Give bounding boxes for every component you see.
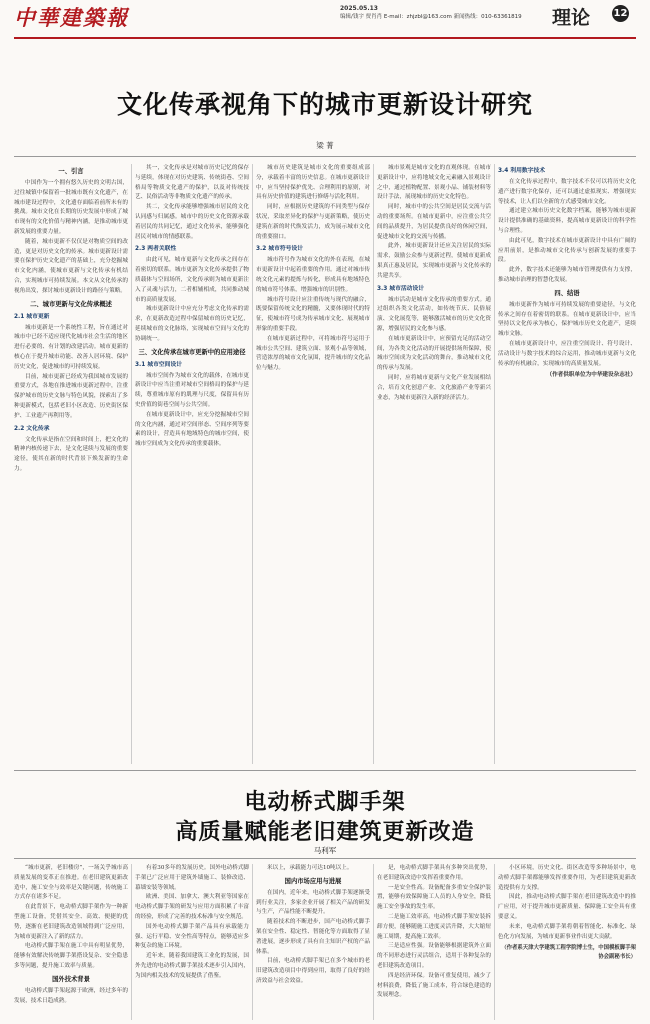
article1-column-5 [498, 164, 636, 764]
author-affiliation: （作者系天津大学建筑工程学院博士生，中国模板脚手架协会副秘书长） [501, 945, 636, 961]
paragraph: 未来，电动桥式脚手架将朝着智能化、标准化、绿色化方向发展，为城市更新事业作出更大贡献。 [498, 923, 636, 940]
article2-title-line2: 高质量赋能老旧建筑更新改造 [175, 820, 475, 845]
heading-conclusion: 四、结语 [554, 289, 580, 297]
paragraph: 二是施工效率高。电动桥式脚手架安装拆卸方便，能够随施工进度灵活升降，大大缩短施工周期，提高施工效率。 [377, 913, 491, 940]
heading-3-4: 3.4 利用数字技术 [498, 168, 546, 174]
paragraph: 米以上，承载能力可达10吨以上。 [267, 865, 353, 871]
paragraph: 城市符号设计应注重传统与现代的融合，既要保留传统文化的精髓，又要体现时代的特征，使城市符号成为传承城市文化、展现城市形象的重要手段。 [256, 296, 370, 332]
paragraph: 随着，城市更新不仅仅是对物质空间的改造，更是对历史文化的传承。城市更新设计需要在保护历史文化遗产的基础上，充分挖掘城市文化内涵，使城市更新与文化传承有机结合，实现城市可持续发展。本文从文化传承的视角出发，探讨城市更新设计的路径与策略。 [14, 238, 128, 294]
paragraph: 有着30多年的发展历史。国外电动桥式脚手架已广泛应用于建筑外墙施工、装修改造、幕墙安装等领域。 [135, 865, 249, 891]
article2-title-line1: 电动桥式脚手架 [244, 790, 406, 815]
newspaper-logo: 中華建築報 [14, 5, 129, 30]
heading-domestic-market: 国内市场应用与进展 [284, 877, 342, 885]
paragraph: 中国作为一个拥有悠久历史的文明古国，过往城镇中保留着一批城市既有文化遗产，在城市建设过程中，文化遗存面临着前所未有的挑战。城市文化在长期的历史发展中形成了城市现有的文化价值与精神内涵，是推动城市更新发展的重要力量。 [14, 180, 128, 235]
paragraph: 其二，文化传承能够增强城市居民的文化认同感与归属感。城市中的历史文化资源承载着居民的共同记忆，通过文化传承，能够强化居民对城市的情感联系。 [135, 204, 249, 240]
author-affiliation: （作者供职单位为中华建设杂志社） [546, 372, 636, 379]
paragraph: 小区环境，历史文化、街区改造等多种场景中，电动桥式脚手架都能够发挥重要作用，为老旧建筑更新改造提供有力支撑。 [498, 865, 636, 891]
article1-column-2 [135, 164, 249, 764]
heading-2-3: 2.3 两者关联性 [135, 246, 177, 253]
masthead [0, 0, 650, 50]
paragraph: 城市活动是城市文化传承的重要方式。通过组织各类文化活动，如传统节庆、民俗展演、文化展览等，能够激活城市的历史文化资源，增强居民的文化参与感。 [377, 296, 491, 332]
column-divider [494, 164, 495, 764]
issue-meta [340, 5, 522, 21]
editor-contact: 编辑/钱宇 贾肖肖 E-mail：zhjzbl@163.com 新闻热线：010-63361819 [340, 14, 522, 20]
page-number-badge: 12 [612, 5, 629, 22]
paragraph: 在城市更新过程中，可将城市符号运用于城市公共空间、建筑立面、景观小品等领域，营造浓厚的城市文化氛围，提升城市的文化品位与魅力。 [256, 335, 370, 372]
article2-author: 马利军 [313, 846, 337, 855]
article2-column-1 [14, 864, 128, 1020]
article2-column-3 [256, 864, 370, 1020]
paragraph: 随着技术的不断进步，国产电动桥式脚手架在安全性、稳定性、智能化等方面取得了显著进展，逐步形成了具有自主知识产权的产品体系。 [256, 919, 370, 955]
paragraph: 其一，文化传承是对城市历史记忆的保存与延续，体现在对历史建筑、传统街巷、空间格局等物质文化遗产的保护，以及对传统技艺、民俗活动等非物质文化遗产的传承。 [135, 165, 249, 201]
heading-3-3: 3.3 城市活动设计 [377, 285, 425, 292]
paragraph: 城市空间作为城市文化的载体，在城市更新设计中应当注重对城市空间格局的保护与延续，尊重城市原有的肌理与尺度，保留具有历史价值的街巷空间与公共空间。 [135, 372, 249, 408]
article2-top-divider [14, 858, 636, 859]
paragraph: 目前，城市更新已经成为我国城市发展的重要方式，各地在推进城市更新过程中，注重保护城市的历史文脉与特色风貌，探索出了多种更新模式，包括老旧小区改造、历史街区保护、工业遗产再利用等。 [14, 373, 128, 419]
paragraph: 城市符号作为城市文化的外在表现，在城市更新设计中起着重要的作用。通过对城市传统文化元素的提炼与转化，形成具有地域特色的城市符号体系，增强城市的识别性。 [256, 257, 370, 293]
paragraph: 是，电动桥式脚手架具有多种突出优势，在老旧建筑改造中发挥着重要作用。 [377, 865, 491, 881]
article2-column-2 [135, 864, 249, 1020]
column-divider [131, 164, 132, 764]
paragraph: 城市更新是一个系统性工程，旨在通过对城市中已经不适应现代化城市社会生活的地区进行必要的、有计划的改建活动。城市更新的核心在于提升城市功能、改善人居环境、保护历史文化，促进城市的可持续发展。 [14, 324, 128, 370]
article1-column-1 [14, 164, 128, 764]
paragraph: 三是适应性强。设备能够根据建筑外立面的不同形态进行灵活组合，适用于各种复杂的老旧建筑改造项目。 [377, 943, 491, 969]
heading-foreign-background: 国外技术背景 [52, 975, 90, 983]
paragraph: 在城市更新设计中，应注重空间设计、符号设计、活动设计与数字技术的综合运用，推动城市更新与文化传承的有机融合，实现城市的高质量发展。 [498, 340, 636, 367]
paragraph: 近年来，随着我国建筑工业化的发展，国外先进的电动桥式脚手架技术逐步引入国内，为国内相关技术的发展提供了借鉴。 [135, 953, 249, 979]
paragraph: 电动桥式脚手架在施工中具有明显优势，能够有效解决传统脚手架搭设复杂、安全隐患多等问题，提升施工效率与质量。 [14, 943, 128, 969]
paragraph: “城市更新，老旧楼房”，一场关乎城市高质量发展的变革正在推进。在老旧建筑更新改造中，施工安全与效率是关键问题，传统施工方式存在诸多不足。 [14, 865, 128, 901]
paragraph: 国外电动桥式脚手架产品具有承载能力强、运行平稳、安全性高等特点，能够适应多种复杂的施工环境。 [135, 923, 249, 950]
paragraph: 电动桥式脚手架起源于欧洲，经过多年的发展，技术日趋成熟。 [14, 987, 128, 1004]
article1-author: 梁 菁 [316, 141, 334, 150]
paragraph: 在城市更新设计中，应预留充足的活动空间，为各类文化活动的开展提供场所保障，使城市空间成为文化活动的舞台，推动城市文化的传承与发展。 [377, 335, 491, 372]
paragraph: 在国内，近年来，电动桥式脚手架逐渐受到行业关注，多家企业开展了相关产品的研发与生产，产品性能不断提升。 [256, 889, 370, 916]
paragraph: 目前，电动桥式脚手架已在多个城市的老旧建筑改造项目中得到应用，取得了良好的经济效益与社会效益。 [256, 958, 370, 984]
article1-title: 文化传承视角下的城市更新设计研究 [116, 90, 533, 119]
article-separator [14, 770, 636, 771]
paragraph: 文化传承是指在空间和时间上，把文化的精神内核传递下去，是文化延续与发展的重要途径，使其在新的时代背景下焕发新的生命力。 [14, 436, 128, 472]
article1-column-3 [256, 164, 370, 764]
masthead-divider [14, 37, 636, 39]
heading-3-2: 3.2 城市符号设计 [256, 246, 304, 253]
paragraph: 此外，数字技术还能够为城市管理提供有力支撑，推动城市治理的智慧化发展。 [498, 267, 636, 283]
paragraph: 在此背景下，电动桥式脚手架作为一种新型施工设备，凭借其安全、高效、便捷的优势，逐渐在老旧建筑改造领域得到广泛应用，为城市更新注入了新的活力。 [14, 904, 128, 940]
article2-column-5 [498, 864, 636, 1020]
paragraph: 欧洲、美国、加拿大、澳大利亚等国家在电动桥式脚手架的研发与应用方面积累了丰富的经验，形成了完善的技术标准与安全规范。 [135, 894, 249, 920]
column-divider [252, 164, 253, 764]
article1-column-4 [377, 164, 491, 764]
paragraph: 在文化传承过程中，数字技术不仅可以将历史文化遗产进行数字化保存，还可以通过虚拟现实、增强现实等技术，让人们以全新的方式感受城市文化。 [498, 179, 636, 205]
paragraph: 此外，城市更新设计还应关注居民的实际需求，鼓励公众参与更新过程，使城市更新成果真正惠及居民，实现城市更新与文化传承的共建共享。 [377, 243, 491, 279]
heading-2-2: 2.2 文化传承 [14, 425, 50, 432]
column-divider [373, 164, 374, 764]
heading-concept: 二、城市更新与文化传承概述 [30, 300, 112, 308]
column-divider [373, 864, 374, 1020]
paragraph: 由此可见，城市更新与文化传承之间存在着密切的联系。城市更新为文化传承提供了物质载体与空间场所，文化传承则为城市更新注入了灵魂与活力，二者相辅相成，共同推动城市的高质量发展。 [135, 257, 249, 303]
heading-3-1: 3.1 城市空间设计 [135, 361, 183, 368]
column-divider [494, 864, 495, 1020]
column-divider [252, 864, 253, 1020]
heading-2-1: 2.1 城市更新 [14, 313, 50, 320]
issue-date: 2025.05.13 [340, 5, 378, 12]
paragraph: 因此，推动电动桥式脚手架在老旧建筑改造中的推广应用，对于提升城市更新质量、保障施工安全具有重要意义。 [498, 894, 636, 920]
paragraph: 通过建立城市历史文化数字档案，能够为城市更新设计提供准确的基础资料，提高城市更新设计的科学性与合理性。 [498, 208, 636, 234]
paragraph: 同时，应根据历史建筑的不同类型与保存状况，采取差异化的保护与更新策略，使历史建筑在新的时代焕发活力，成为展示城市文化的重要窗口。 [256, 204, 370, 240]
paragraph: 城市景观是城市文化的直观体现。在城市更新设计中，应将地域文化元素融入景观设计之中，通过植物配置、景观小品、铺装材料等设计手法，展现城市的历史文化特色。 [377, 165, 491, 201]
heading-three: 三、文化传承在城市更新中的应用途径 [138, 348, 246, 356]
paragraph: 四是经济环保。设备可重复使用，减少了材料浪费，降低了施工成本，符合绿色建造的发展理念。 [377, 972, 491, 999]
column-divider [131, 864, 132, 1020]
paragraph: 同时，应将城市更新与文化产业发展相结合，培育文化创意产业、文化旅游产业等新兴业态，为城市更新注入新的经济活力。 [377, 374, 491, 401]
section-title: 理论 [552, 7, 591, 29]
paragraph: 在城市更新设计中，应充分挖掘城市空间的文化内涵，通过对空间形态、空间序列等要素的设计，营造具有地域特色的城市空间，使城市空间成为文化传承的重要载体。 [135, 411, 249, 448]
paragraph: 城市更新设计中应充分考虑文化传承的需求，在更新改造过程中保留城市的历史记忆，延续城市的文化脉络，实现城市空间与文化的协调统一。 [135, 306, 249, 342]
heading-intro: 一、引言 [58, 168, 84, 175]
paragraph: 一是安全性高。设备配备多重安全保护装置，能够有效保障施工人员的人身安全，降低施工安全事故的发生率。 [377, 884, 491, 911]
paragraph: 城市历史建筑是城市文化的重要组成部分，承载着丰富的历史信息。在城市更新设计中，应当坚持保护优先、合理利用的原则，对具有历史价值的建筑进行修缮与活化利用。 [256, 165, 370, 201]
paragraph: 同时，城市中的公共空间是居民交流与活动的重要场所。在城市更新中，应注重公共空间的品质提升，为居民提供良好的休闲空间，促进城市文化的交流与传播。 [377, 204, 491, 240]
paragraph: 由此可见，数字技术在城市更新设计中具有广阔的应用前景，是推动城市文化传承与创新发展的重要手段。 [498, 237, 636, 264]
article1-top-divider [14, 156, 636, 157]
paragraph: 城市更新作为城市可持续发展的重要途径，与文化传承之间存在着密切的联系。在城市更新设计中，应当坚持以文化传承为核心，保护城市历史文化遗产，延续城市文脉。 [498, 301, 636, 338]
article2-column-4 [377, 864, 491, 1020]
